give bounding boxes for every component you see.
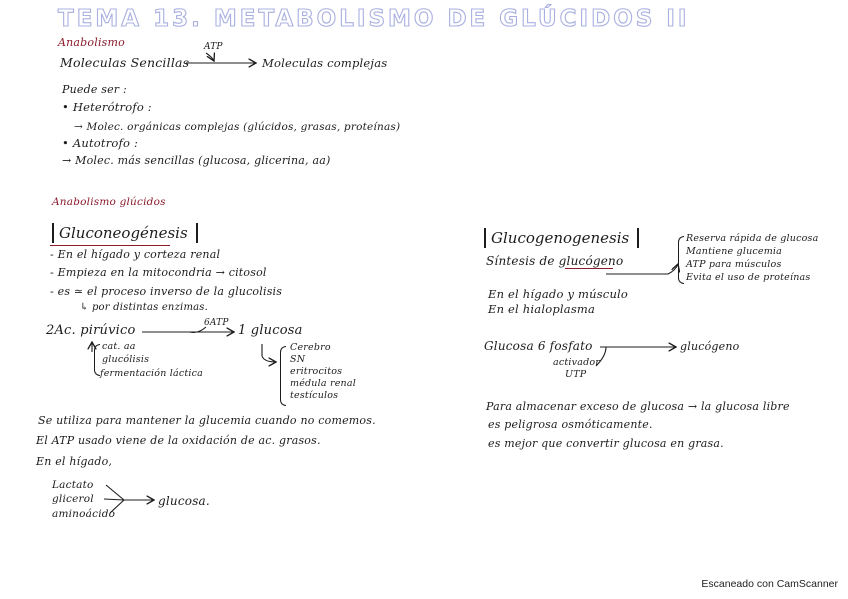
function-4: Evita el uso de proteínas xyxy=(686,272,811,283)
function-2: Mantiene glucemia xyxy=(686,246,783,257)
atp-small-arrow xyxy=(206,53,214,61)
heterotrofo-desc: → Molec. orgánicas complejas (glúcidos, grasas, proteínas) xyxy=(74,121,401,133)
glucogeno-note-3: es mejor que convertir glucosa en grasa. xyxy=(488,437,724,450)
precursor-line-2 xyxy=(104,499,124,500)
destination-3: eritrocitos xyxy=(290,366,343,377)
gluco-note-3: En el hígado, xyxy=(36,455,113,468)
piruvico-label: 2Ac. pirúvico xyxy=(46,323,136,338)
glucogenogenesis-title: Glucogenogenesis xyxy=(484,228,639,248)
heterotrofo-label: • Heterótrofo : xyxy=(62,100,152,114)
reaction-left: Moleculas Sencillas xyxy=(60,55,190,70)
source-1: cat. aa xyxy=(102,341,136,352)
precursor-aminoacido: aminoácido xyxy=(52,508,116,520)
gluco-point-2: - Empieza en la mitocondria → citosol xyxy=(50,266,267,279)
glucogeno-note-1: Para almacenar exceso de glucosa → la glucosa libre xyxy=(486,400,790,413)
destination-1: Cerebro xyxy=(290,342,331,353)
page-title: TEMA 13. METABOLISMO DE GLÚCIDOS II xyxy=(58,6,690,32)
gluco-note-2: El ATP usado viene de la oxidación de ac. grasos. xyxy=(36,434,321,447)
autotrofo-desc: → Molec. más sencillas (glucosa, glicerina, aa) xyxy=(62,154,331,167)
precursor-product: glucosa. xyxy=(158,494,210,508)
gluconeogenesis-title: Gluconeogénesis xyxy=(52,223,198,243)
destination-5: testículos xyxy=(290,390,339,401)
scanner-watermark: Escaneado con CamScanner xyxy=(701,578,838,590)
anabolismo-heading: Anabolismo xyxy=(58,36,125,49)
utp-arrow xyxy=(596,347,606,366)
glucogeno-function-arrow xyxy=(606,264,678,274)
function-3: ATP para músculos xyxy=(686,259,782,270)
autotrofo-label: • Autotrofo : xyxy=(62,136,139,150)
anabolismo-glucidos-heading: Anabolismo glúcidos xyxy=(52,196,166,208)
gluco-point-3: - es ≃ el proceso inverso de la glucolisis xyxy=(50,285,283,298)
gluco-note-1: Se utiliza para mantener la glucemia cuando no comemos. xyxy=(38,414,376,427)
destination-2: SN xyxy=(290,354,306,365)
activator-label: activador xyxy=(553,357,601,368)
atp-label: ATP xyxy=(204,42,223,52)
glucogeno-note-2: es peligrosa osmóticamente. xyxy=(488,418,653,431)
destination-4: médula renal xyxy=(290,378,356,389)
precursor-line-3 xyxy=(110,500,124,513)
gluco-sub-point: ↳ por distintas enzimas. xyxy=(80,302,208,313)
gluco-point-1: - En el hígado y corteza renal xyxy=(50,248,221,261)
source-2: glucólisis xyxy=(102,354,150,365)
utp-label: UTP xyxy=(565,369,587,380)
g6p-label: Glucosa 6 fosfato xyxy=(484,339,593,353)
precursor-line-1 xyxy=(106,485,124,500)
reaction-right: Moleculas complejas xyxy=(262,56,388,70)
glucosa-product: 1 glucosa xyxy=(238,323,303,338)
puede-ser: Puede ser : xyxy=(62,83,127,96)
source-3: fermentación láctica xyxy=(100,368,203,379)
precursor-glicerol: glicerol xyxy=(52,493,94,505)
function-1: Reserva rápida de glucosa xyxy=(686,233,819,244)
six-atp-label: 6ATP xyxy=(204,318,229,328)
glucogeno-product: glucógeno xyxy=(680,340,740,353)
location-1: En el hígado y músculo xyxy=(488,287,629,301)
location-2: En el hialoplasma xyxy=(488,302,596,316)
precursor-lactato: Lactato xyxy=(52,479,94,491)
destinations-hook xyxy=(262,344,276,362)
glucogenogenesis-subtitle: Síntesis de glucógeno xyxy=(486,254,624,268)
